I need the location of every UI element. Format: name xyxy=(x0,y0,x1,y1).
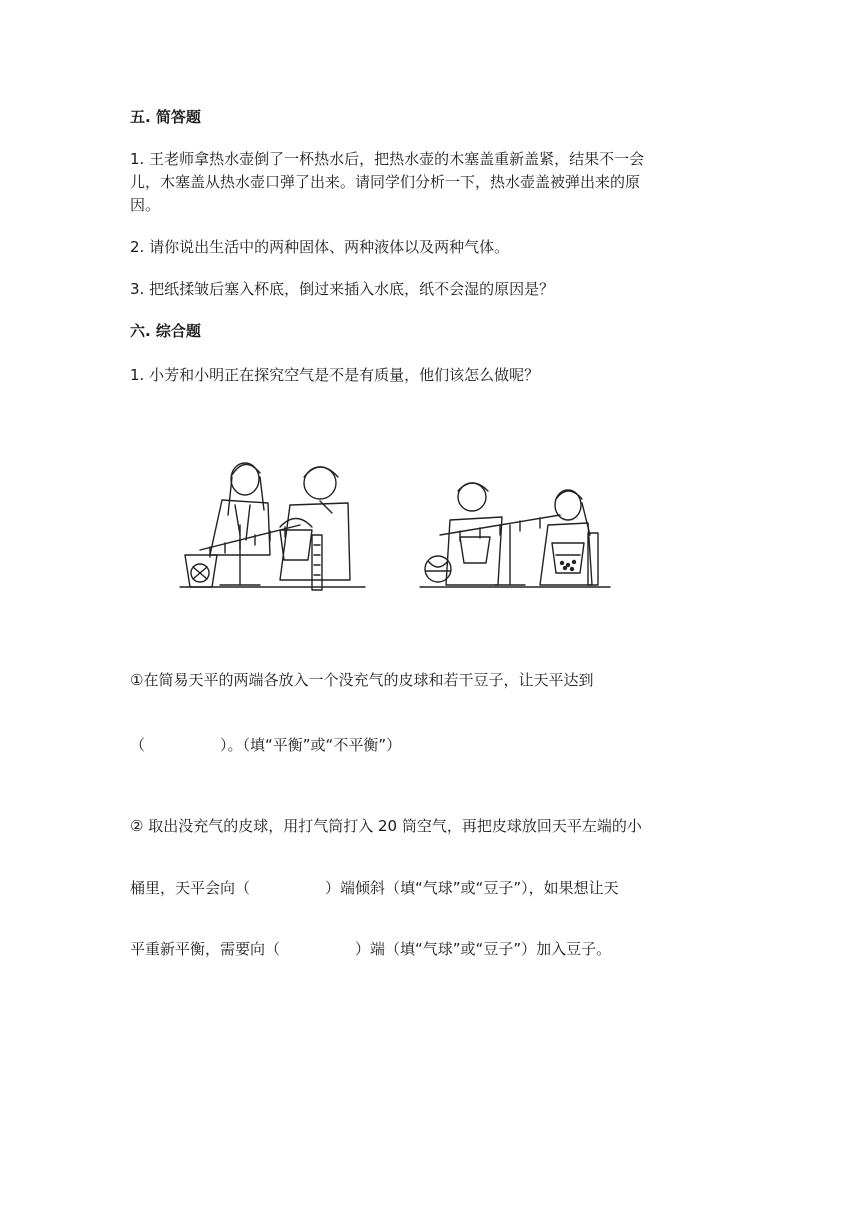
left-scene-students-icon xyxy=(180,463,365,590)
balance-experiment-illustration xyxy=(180,455,620,595)
q5-1-line3: 因。 xyxy=(130,196,161,214)
section-5-heading: 五. 简答题 xyxy=(130,108,201,126)
q6-1: 1. 小芳和小明正在探究空气是不是有质量，他们该怎么做呢？ xyxy=(130,366,540,384)
q6-step2-line3: 平重新平衡，需要向（ ）端（填“气球”或“豆子”）加入豆子。 xyxy=(130,940,612,958)
section-6-heading: 六. 综合题 xyxy=(130,322,201,340)
q6-step1-line1: ①在简易天平的两端各放入一个没充气的皮球和若干豆子，让天平达到 xyxy=(130,671,594,689)
q6-step2-line1: ② 取出没充气的皮球，用打气筒打入 20 筒空气，再把皮球放回天平左端的小 xyxy=(130,817,642,835)
q5-1-line1: 1. 王老师拿热水壶倒了一杯热水后，把热水壶的木塞盖重新盖紧，结果不一会 xyxy=(130,150,645,168)
q5-3: 3. 把纸揉皱后塞入杯底，倒过来插入水底，纸不会湿的原因是？ xyxy=(130,280,555,298)
q5-1-line2: 儿，木塞盖从热水壶口弹了出来。请同学们分析一下，热水壶盖被弹出来的原 xyxy=(130,173,641,191)
q6-step2-line2: 桶里，天平会向（ ）端倾斜（填“气球”或“豆子”），如果想让天 xyxy=(130,879,619,897)
q6-step1-line2: （ ）。（填“平衡”或“不平衡”） xyxy=(130,736,402,754)
q5-2: 2. 请你说出生活中的两种固体、两种液体以及两种气体。 xyxy=(130,238,510,256)
right-scene-students-icon xyxy=(420,483,610,587)
